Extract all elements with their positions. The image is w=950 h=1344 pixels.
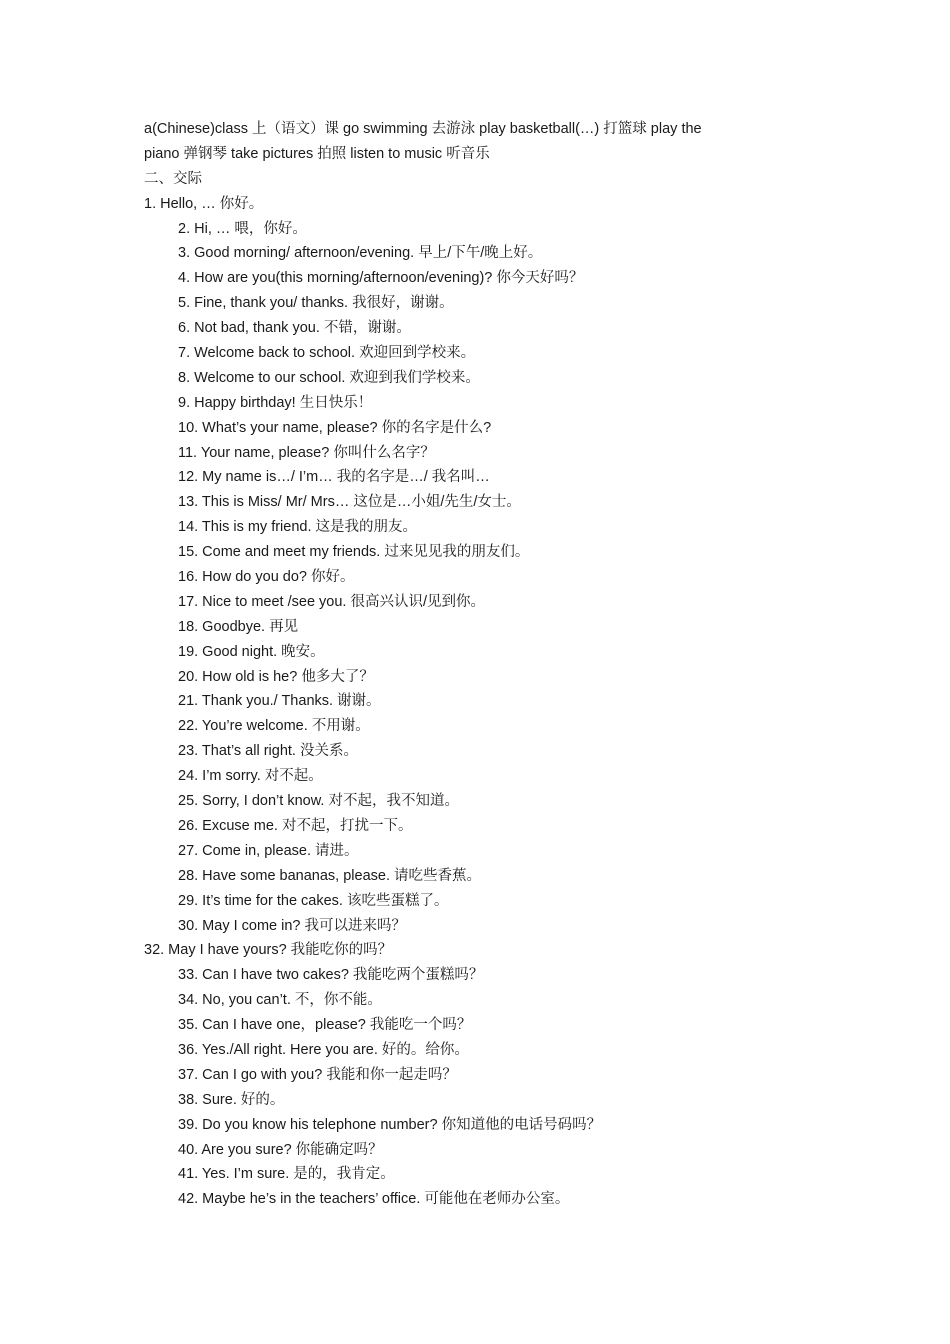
list-item: 36. Yes./All right. Here you are. 好的。给你。: [178, 1041, 469, 1058]
list-item: 5. Fine, thank you/ thanks. 我很好，谢谢。: [178, 295, 454, 312]
intro-line-2: piano 弹钢琴 take pictures 拍照 listen to music 听音乐: [144, 145, 490, 162]
list-item: 29. It’s time for the cakes. 该吃些蛋糕了。: [178, 892, 449, 909]
list-item: 39. Do you know his telephone number? 你知道他的电话号码吗？: [178, 1116, 602, 1133]
list-item: 11. Your name, please? 你叫什么名字？: [178, 444, 435, 461]
list-item: 10. What’s your name, please? 你的名字是什么?: [178, 419, 492, 436]
list-item: 37. Can I go with you? 我能和你一起走吗？: [178, 1066, 457, 1083]
list-item: 33. Can I have two cakes? 我能吃两个蛋糕吗？: [178, 967, 484, 984]
list-item: 30. May I come in? 我可以进来吗？: [178, 917, 407, 934]
list-item: 25. Sorry, I don’t know. 对不起，我不知道。: [178, 793, 459, 810]
list-item: 17. Nice to meet /see you. 很高兴认识/见到你。: [178, 593, 486, 610]
list-item: 23. That’s all right. 没关系。: [178, 743, 358, 760]
list-item: 32. May I have yours? 我能吃你的吗？: [144, 942, 393, 959]
list-item: 6. Not bad, thank you. 不错，谢谢。: [178, 320, 411, 337]
list-item: 14. This is my friend. 这是我的朋友。: [178, 519, 418, 536]
list-item: 27. Come in, please. 请进。: [178, 842, 359, 859]
list-item: 42. Maybe he’s in the teachers’ office. 可能他在老师办公室。: [178, 1191, 570, 1208]
list-item: 21. Thank you./ Thanks. 谢谢。: [178, 693, 381, 710]
list-item: 24. I’m sorry. 对不起。: [178, 768, 323, 785]
list-item: 18. Goodbye. 再见: [178, 618, 299, 635]
list-item: 19. Good night. 晚安。: [178, 643, 325, 660]
list-item: 1. Hello, … 你好。: [144, 195, 264, 212]
list-item: 12. My name is…/ I’m… 我的名字是…/ 我名叫…: [178, 469, 490, 486]
list-item: 9. Happy birthday! 生日快乐！: [178, 394, 373, 411]
list-item: 8. Welcome to our school. 欢迎到我们学校来。: [178, 369, 480, 386]
list-item: 41. Yes. I’m sure. 是的，我肯定。: [178, 1166, 395, 1183]
list-item: 20. How old is he? 他多大了？: [178, 668, 374, 685]
list-item: 3. Good morning/ afternoon/evening. 早上/下午/晚上好。: [178, 245, 543, 262]
intro-line-1: a(Chinese)class 上（语文）课 go swimming 去游泳 play basketball(…) 打篮球 play the: [144, 121, 702, 137]
list-item: 13. This is Miss/ Mr/ Mrs… 这位是…小姐/先生/女士。: [178, 494, 521, 511]
list-item: 16. How do you do? 你好。: [178, 569, 355, 586]
list-item: 15. Come and meet my friends. 过来见见我的朋友们。: [178, 544, 530, 561]
list-item: 38. Sure. 好的。: [178, 1091, 285, 1108]
list-item: 2. Hi, … 喂，你好。: [178, 220, 307, 237]
list-item: 40. Are you sure? 你能确定吗？: [178, 1141, 383, 1158]
list-item: 4. How are you(this morning/afternoon/evening)? 你今天好吗？: [178, 270, 584, 287]
list-item: 28. Have some bananas, please. 请吃些香蕉。: [178, 867, 482, 884]
list-item: 7. Welcome back to school. 欢迎回到学校来。: [178, 345, 476, 362]
phrase-list: [144, 192, 824, 1213]
document-body: [144, 117, 824, 1212]
list-item: 22. You’re welcome. 不用谢。: [178, 718, 370, 735]
list-item: 34. No, you can’t. 不，你不能。: [178, 992, 382, 1009]
section-heading: 二、交际: [144, 170, 202, 187]
list-item: 26. Excuse me. 对不起，打扰一下。: [178, 817, 413, 834]
list-item: 35. Can I have one，please? 我能吃一个吗？: [178, 1017, 472, 1034]
